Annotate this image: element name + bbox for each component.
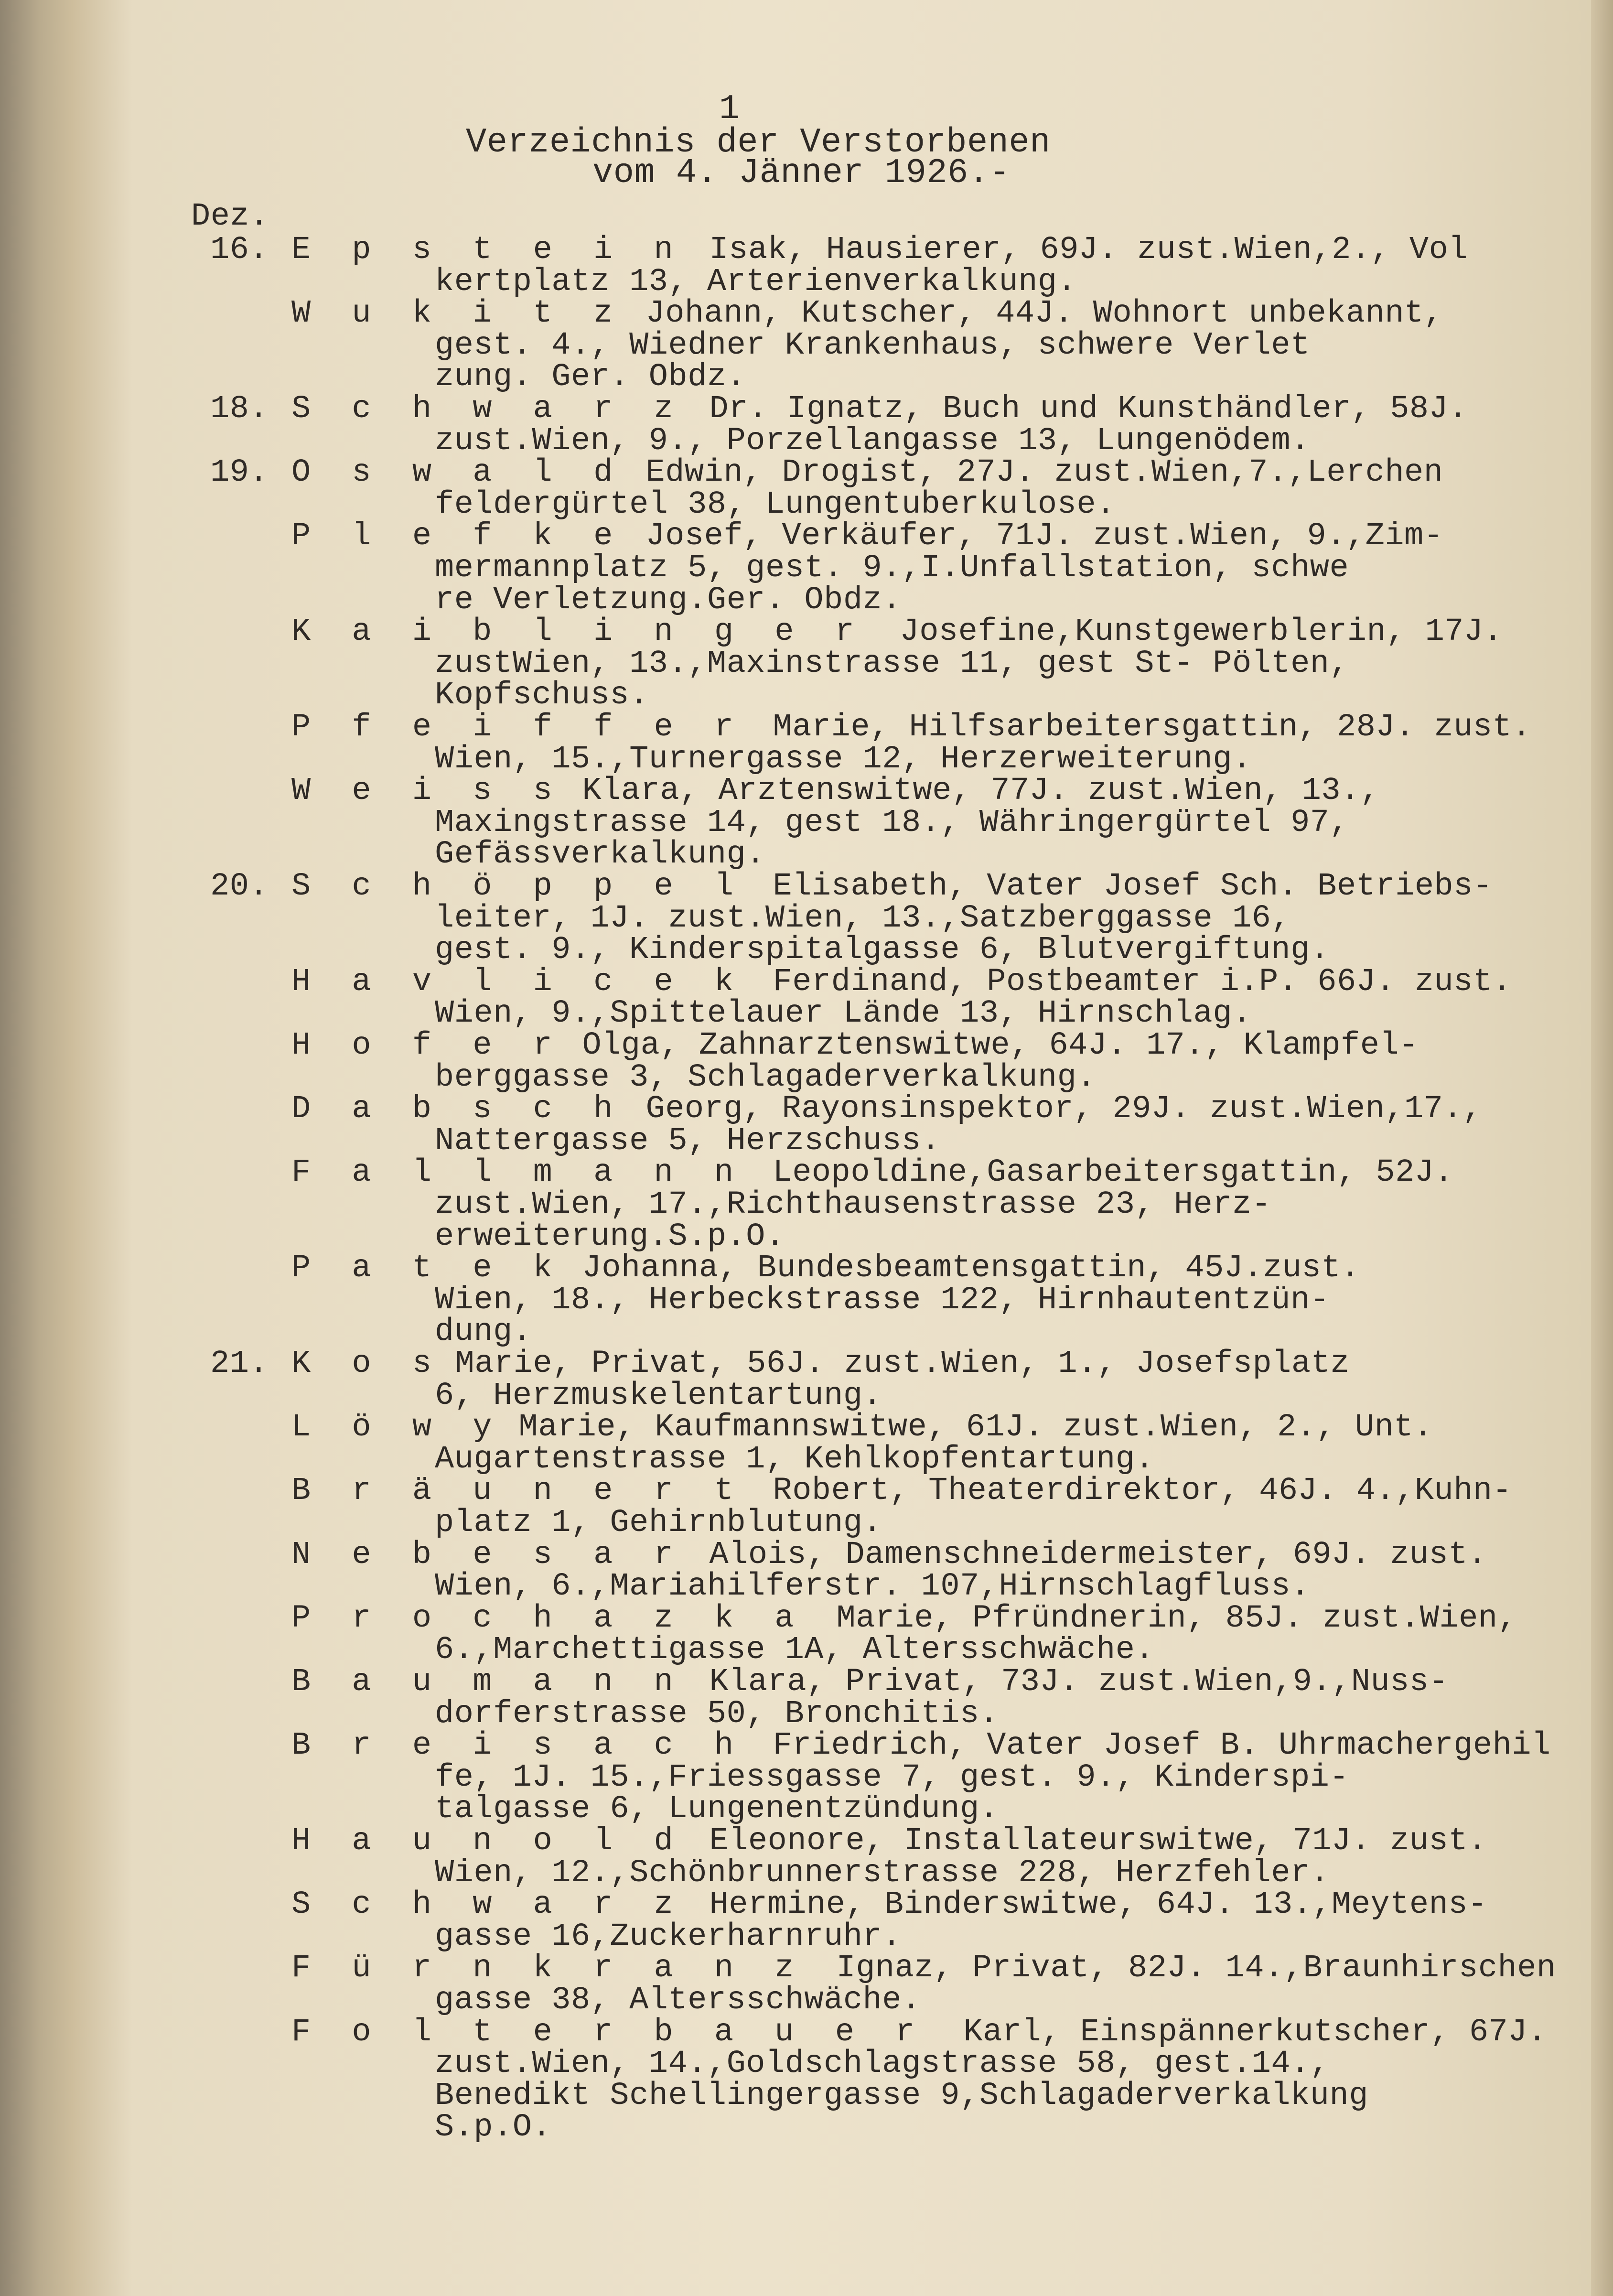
- entry-day: 18.: [210, 391, 269, 427]
- entry-continuation: Benedikt Schellingergasse 9,Schlagaderverkalkung: [435, 2077, 1368, 2114]
- entry-continuation: Maxingstrasse 14, gest 18., Währingergürtel 97,: [435, 804, 1349, 841]
- entry-continuation: 6, Herzmuskelentartung.: [435, 1377, 882, 1414]
- entry-text: Marie, Privat, 56J. zust.Wien, 1., Josefsplatz: [455, 1346, 1350, 1382]
- entry-surname: B r ä u n e r t: [291, 1473, 745, 1509]
- entry-continuation: dorferstrasse 50, Bronchitis.: [435, 1695, 999, 1732]
- entry-text: Eleonore, Installateurswitwe, 71J. zust.: [709, 1823, 1487, 1859]
- entry-continuation: Wien, 15.,Turnergasse 12, Herzerweiterung.: [435, 741, 1252, 777]
- entry-continuation: fe, 1J. 15.,Friessgasse 7, gest. 9., Kinderspi-: [435, 1759, 1349, 1796]
- document-date: vom 4. Jänner 1926.-: [592, 153, 1011, 193]
- entry-text: Josef, Verkäufer, 71J. zust.Wien, 9.,Zim-: [645, 518, 1443, 555]
- entry-continuation: Wien, 6.,Mariahilferstr. 107,Hirnschlagfluss.: [435, 1568, 1310, 1605]
- entry-text: Elisabeth, Vater Josef Sch. Betriebs-: [773, 868, 1493, 905]
- entry-surname: P f e i f f e r: [291, 709, 745, 745]
- entry-surname: P a t e k: [291, 1250, 563, 1287]
- entry-day: 20.: [210, 868, 269, 905]
- entry-continuation: dung.: [435, 1314, 532, 1350]
- entry-day: 21.: [210, 1346, 269, 1382]
- entry-continuation: gest. 9., Kinderspitalgasse 6, Blutvergiftung.: [435, 932, 1330, 969]
- entry-surname: H a v l i c e k: [291, 963, 745, 1000]
- entry-surname: S c h w a r z: [291, 1886, 684, 1923]
- entry-continuation: Kopfschuss.: [435, 677, 649, 714]
- entry-surname: N e b e s a r: [291, 1536, 684, 1573]
- entry-surname: S c h ö p p e l: [291, 868, 745, 905]
- entry-text: Olga, Zahnarztenswitwe, 64J. 17., Klampfel-: [582, 1027, 1419, 1064]
- entry-surname: H o f e r: [291, 1027, 563, 1064]
- entry-continuation: gasse 16,Zuckerharnruhr.: [435, 1918, 902, 1955]
- entry-continuation: gasse 38, Altersschwäche.: [435, 1982, 921, 2018]
- entry-continuation: mermannplatz 5, gest. 9.,I.Unfallstation, schwe: [435, 550, 1349, 586]
- entry-text: Ferdinand, Postbeamter i.P. 66J. zust.: [773, 963, 1512, 1000]
- entry-continuation: Wien, 12.,Schönbrunnerstrasse 228, Herzfehler.: [435, 1854, 1330, 1891]
- entry-surname: B a u m a n n: [291, 1664, 684, 1700]
- entry-continuation: zust.Wien, 17.,Richthausenstrasse 23, Herz-: [435, 1186, 1271, 1223]
- entry-continuation: zust.Wien, 9., Porzellangasse 13, Lungenödem.: [435, 422, 1310, 459]
- entry-continuation: feldergürtel 38, Lungentuberkulose.: [435, 486, 1116, 523]
- entry-surname: B r e i s a c h: [291, 1727, 745, 1764]
- entry-text: Karl, Einspännerkutscher, 67J.: [963, 2014, 1547, 2050]
- entry-continuation: berggasse 3, Schlagaderverkalkung.: [435, 1059, 1097, 1096]
- entry-surname: H a u n o l d: [291, 1823, 684, 1859]
- entry-text: Marie, Kaufmannswitwe, 61J. zust.Wien, 2., Unt.: [518, 1409, 1433, 1446]
- month-label: Dez.: [191, 198, 269, 235]
- entry-text: Georg, Rayonsinspektor, 29J. zust.Wien,17.,: [645, 1091, 1482, 1128]
- entry-text: Edwin, Drogist, 27J. zust.Wien,7.,Lerchen: [645, 454, 1443, 491]
- entry-continuation: zung. Ger. Obdz.: [435, 359, 746, 396]
- entry-surname: E p s t e i n: [291, 232, 684, 268]
- entry-surname: P l e f k e: [291, 518, 624, 555]
- entry-continuation: leiter, 1J. zust.Wien, 13.,Satzberggasse 16,: [435, 900, 1291, 937]
- entry-continuation: Wien, 9.,Spittelauer Lände 13, Hirnschlag.: [435, 995, 1252, 1032]
- entry-text: Friedrich, Vater Josef B. Uhrmachergehil: [773, 1727, 1551, 1764]
- entry-text: Marie, Hilfsarbeitersgattin, 28J. zust.: [773, 709, 1532, 745]
- entry-continuation: 6.,Marchettigasse 1A, Altersschwäche.: [435, 1632, 1155, 1669]
- entry-text: Johann, Kutscher, 44J. Wohnort unbekannt,: [645, 295, 1443, 332]
- entry-surname: D a b s c h: [291, 1091, 624, 1128]
- entry-surname: F o l t e r b a u e r: [291, 2014, 926, 2050]
- entry-continuation: S.p.O.: [435, 2109, 552, 2146]
- entry-text: Isak, Hausierer, 69J. zust.Wien,2., Vol: [709, 232, 1468, 268]
- entry-surname: S c h w a r z: [291, 391, 684, 427]
- entry-surname: F ü r n k r a n z: [291, 1950, 805, 1987]
- entry-continuation: erweiterung.S.p.O.: [435, 1218, 785, 1255]
- entry-continuation: Wien, 18., Herbeckstrasse 122, Hirnhautentzün-: [435, 1282, 1330, 1318]
- entry-surname: F a l l m a n n: [291, 1154, 745, 1191]
- entry-surname: O s w a l d: [291, 454, 624, 491]
- entry-continuation: re Verletzung.Ger. Obdz.: [435, 582, 902, 618]
- document-title: Verzeichnis der Verstorbenen: [466, 123, 1051, 162]
- entry-continuation: Gefässverkalkung.: [435, 836, 766, 873]
- entry-continuation: kertplatz 13, Arterienverkalkung.: [435, 263, 1077, 300]
- entry-surname: W u k i t z: [291, 295, 624, 332]
- entry-text: Robert, Theaterdirektor, 46J. 4.,Kuhn-: [773, 1473, 1512, 1509]
- entry-surname: L ö w y: [291, 1409, 503, 1446]
- entry-continuation: zustWien, 13.,Maxinstrasse 11, gest St- Pölten,: [435, 645, 1349, 682]
- entry-continuation: Augartenstrasse 1, Kehlkopfentartung.: [435, 1441, 1155, 1477]
- entry-text: Leopoldine,Gasarbeitersgattin, 52J.: [773, 1154, 1454, 1191]
- entry-surname: P r o c h a z k a: [291, 1600, 805, 1637]
- entry-text: Johanna, Bundesbeamtensgattin, 45J.zust.: [582, 1250, 1360, 1287]
- page-edge: [1591, 0, 1613, 2296]
- entry-text: Ignaz, Privat, 82J. 14.,Braunhirschen: [836, 1950, 1556, 1987]
- entry-text: Dr. Ignatz, Buch und Kunsthändler, 58J.: [709, 391, 1468, 427]
- entry-text: Klara, Arztenswitwe, 77J. zust.Wien, 13.,: [582, 773, 1380, 809]
- entry-continuation: Nattergasse 5, Herzschuss.: [435, 1122, 941, 1159]
- entry-text: Marie, Pfründnerin, 85J. zust.Wien,: [836, 1600, 1517, 1637]
- entry-continuation: zust.Wien, 14.,Goldschlagstrasse 58, gest.14.,: [435, 2046, 1330, 2082]
- entry-surname: K a i b l i n g e r: [291, 614, 865, 650]
- entry-day: 16.: [210, 232, 269, 268]
- entry-text: Josefine,Kunstgewerblerin, 17J.: [900, 614, 1503, 650]
- entry-continuation: talgasse 6, Lungenentzündung.: [435, 1791, 999, 1828]
- entry-day: 19.: [210, 454, 269, 491]
- entry-surname: W e i s s: [291, 773, 563, 809]
- page-number: 1: [719, 89, 740, 129]
- entry-text: Alois, Damenschneidermeister, 69J. zust.: [709, 1536, 1487, 1573]
- entry-surname: K o s: [291, 1346, 443, 1382]
- entry-continuation: platz 1, Gehirnblutung.: [435, 1505, 882, 1541]
- entry-text: Klara, Privat, 73J. zust.Wien,9.,Nuss-: [709, 1664, 1449, 1700]
- entry-continuation: gest. 4., Wiedner Krankenhaus, schwere Verlet: [435, 327, 1310, 364]
- entry-text: Hermine, Binderswitwe, 64J. 13.,Meytens-: [709, 1886, 1487, 1923]
- book-gutter: [0, 0, 72, 2296]
